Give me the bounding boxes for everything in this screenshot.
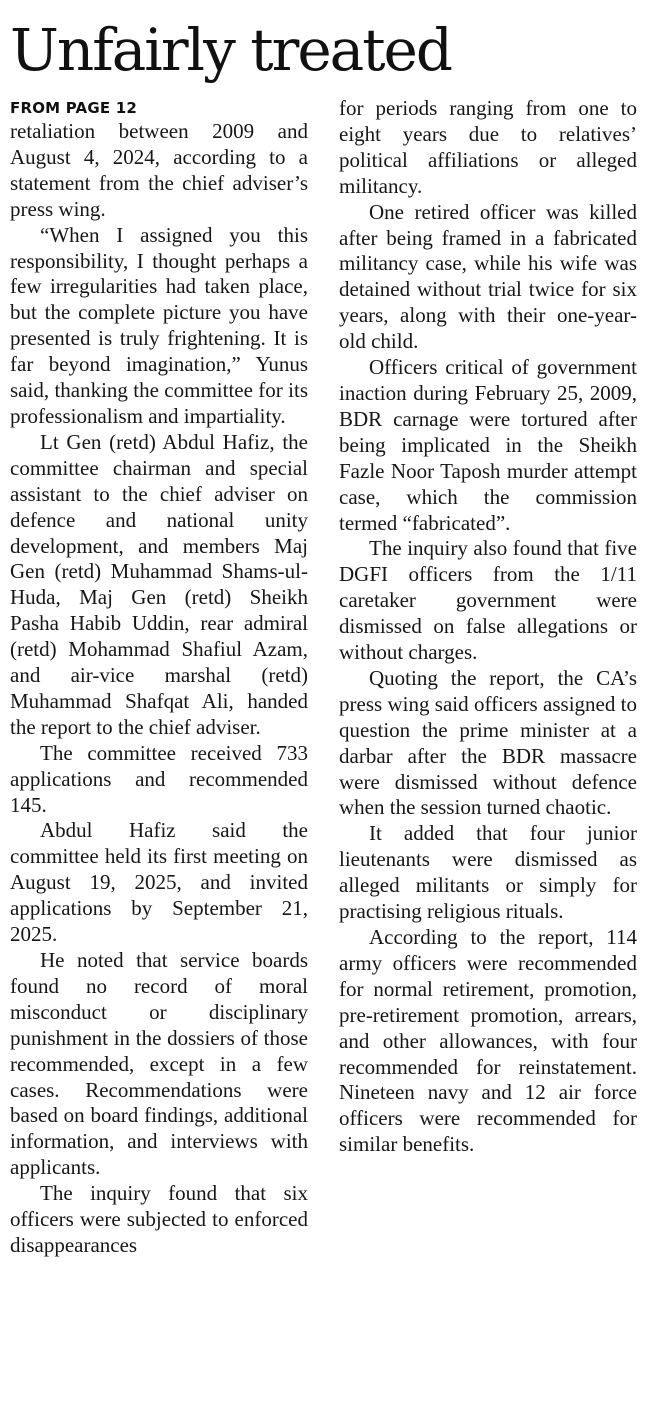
paragraph: According to the report, 114 army officers were recommended for normal retirement, promotion, pre-retirement promotion, arrears, and other allowances, with four recommended for reinstatement. Nineteen navy and 12 air force officers were recommended for similar benefits. — [339, 925, 637, 1157]
left-column — [10, 98, 308, 1259]
paragraph: Abdul Hafiz said the committee held its first meeting on August 19, 2025, and invited applications by September 21, 2025. — [10, 818, 308, 947]
paragraph: for periods ranging from one to eight years due to relatives’ political affiliations or alleged militancy. — [339, 96, 637, 198]
paragraph: “When I assigned you this responsibility, I thought perhaps a few irregularities had taken place, but the complete picture you have presented is truly frightening. It is far beyond imagination,” Yunus said, thanking the committee for its professionalism and impartiality. — [10, 222, 308, 428]
paragraph: He noted that service boards found no record of moral misconduct or disciplinary punishment in the dossiers of those recommended, except in a few cases. Recommendations were based on board findings, additional information, and interviews with applicants. — [10, 948, 308, 1180]
paragraph: Quoting the report, the CA’s press wing said officers assigned to question the prime minister at a darbar after the BDR massacre were dismissed without defence when the session turned chaotic. — [339, 665, 637, 820]
jump-line: FROM PAGE 12 — [10, 99, 137, 117]
paragraph: The inquiry also found that five DGFI officers from the 1/11 caretaker government were dismissed on false allegations or without charges. — [339, 536, 637, 665]
paragraph: It added that four junior lieutenants were dismissed as alleged militants or simply for practising religious rituals. — [339, 821, 637, 924]
paragraph: retaliation between 2009 and August 4, 2024, according to a statement from the chief adviser’s press wing. — [10, 119, 308, 221]
headline: Unfairly treated — [10, 16, 452, 84]
paragraph: One retired officer was killed after being framed in a fabricated militancy case, while his wife was detained without trial twice for six years, along with their one-year-old child. — [339, 199, 637, 354]
right-column — [339, 96, 637, 1158]
paragraph: Officers critical of government inaction during February 25, 2009, BDR carnage were tortured after being implicated in the Sheikh Fazle Noor Taposh murder attempt case, which the commission termed “fabricated”. — [339, 355, 637, 535]
paragraph: The committee received 733 applications and recommended 145. — [10, 740, 308, 817]
paragraph: Lt Gen (retd) Abdul Hafiz, the committee chairman and special assistant to the chief adviser on defence and national unity development, and members Maj Gen (retd) Muhammad Shams-ul-Huda, Maj Gen (retd) Sheikh Pasha Habib Uddin, rear admiral (retd) Mohammad Shafiul Azam, and air-vice marshal (retd) Muhammad Shafqat Ali, handed the report to the chief adviser. — [10, 429, 308, 739]
paragraph: The inquiry found that six officers were subjected to enforced disappearances — [10, 1181, 308, 1257]
